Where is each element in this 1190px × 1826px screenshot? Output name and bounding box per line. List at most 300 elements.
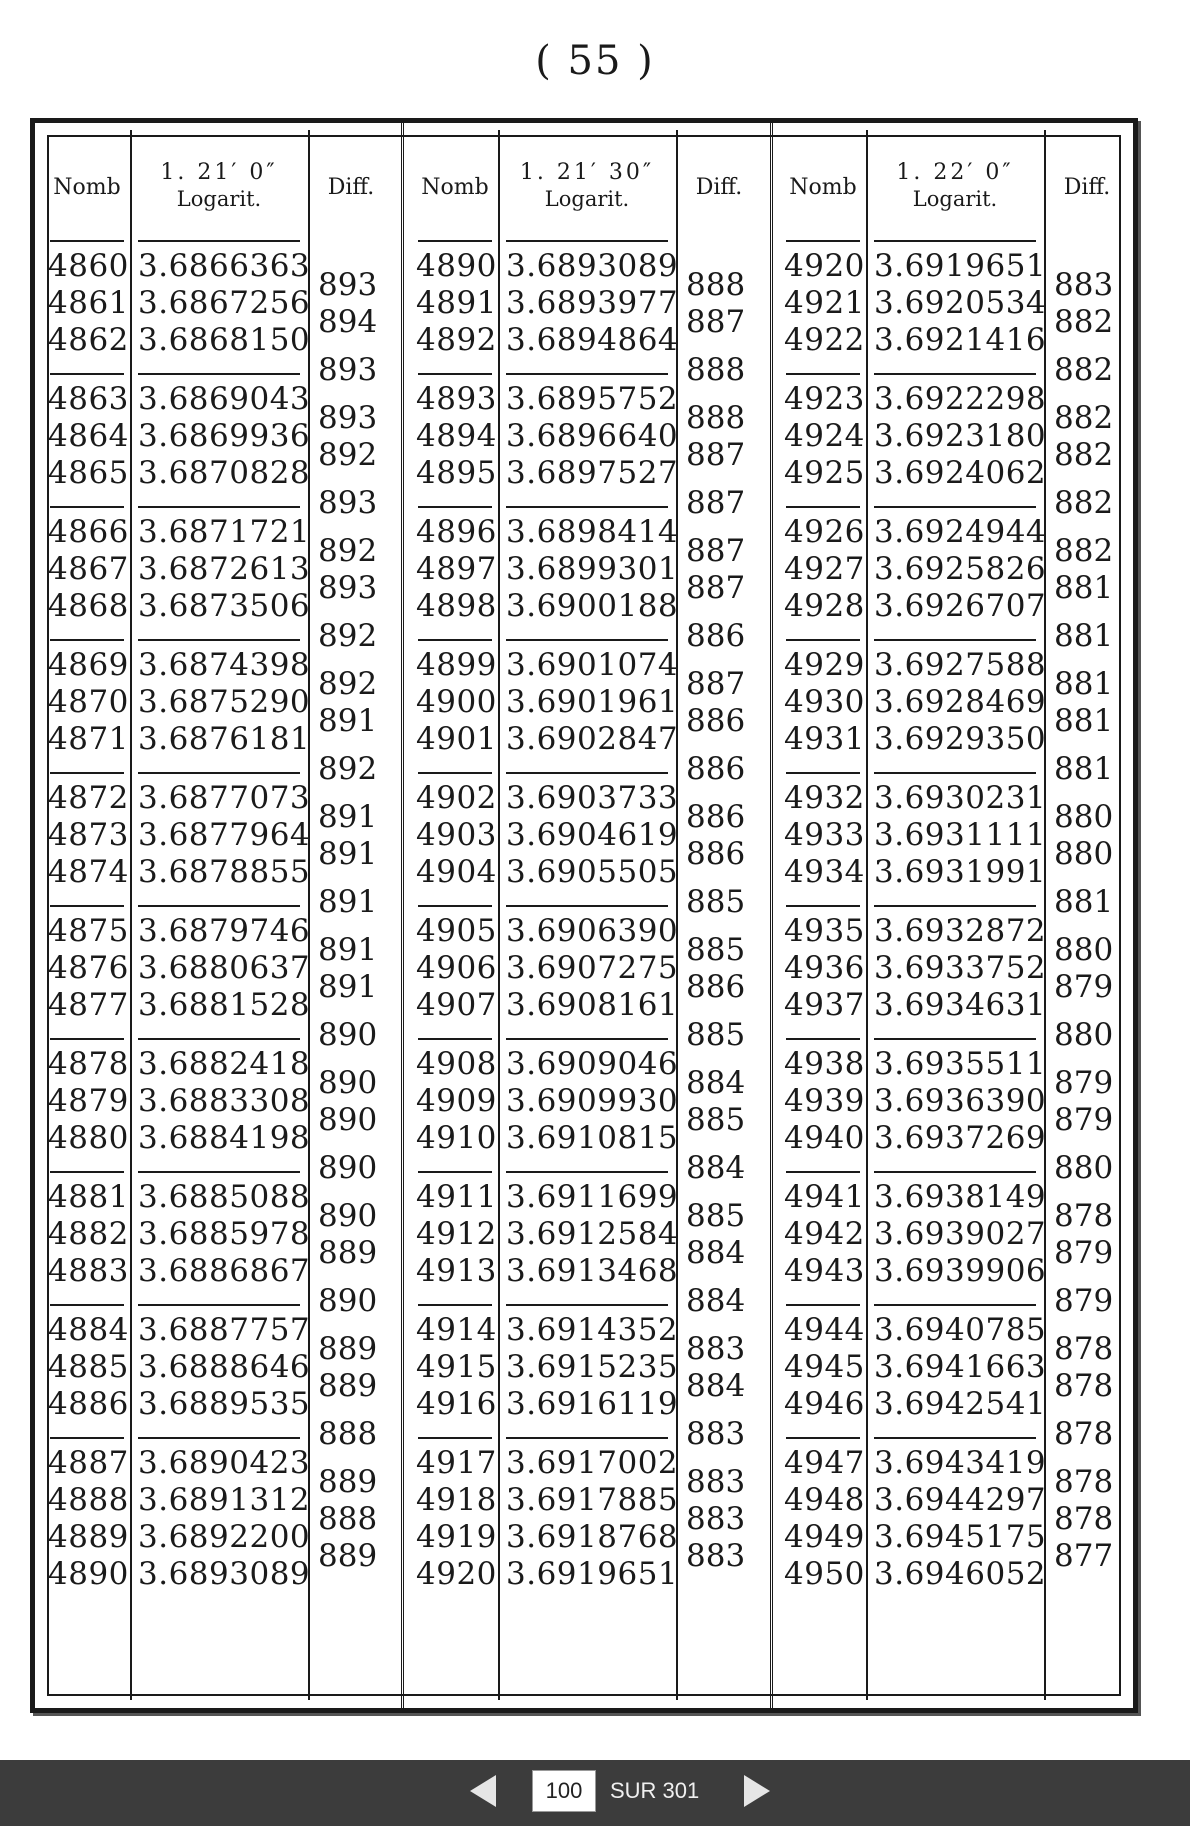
table-cell-logarithm: 3.6923180 <box>874 418 1047 454</box>
table-cell-logarithm: 3.6909046 <box>506 1046 679 1082</box>
table-cell-nomb: 4879 <box>48 1083 129 1119</box>
table-cell-diff: 893 <box>318 266 378 303</box>
table-cell-diff: 885 <box>686 1197 746 1234</box>
table-cell-logarithm: 3.6937269 <box>874 1120 1047 1156</box>
group-rule <box>50 905 124 907</box>
table-cell-diff: 888 <box>318 1415 378 1452</box>
table-cell-nomb: 4935 <box>784 913 865 949</box>
table-cell-logarithm: 3.6901961 <box>506 684 679 720</box>
table-cell-diff: 877 <box>1054 1537 1114 1574</box>
table-cell-diff: 880 <box>1054 835 1114 872</box>
table-cell-nomb: 4868 <box>48 588 129 624</box>
table-cell-diff: 883 <box>1054 266 1114 303</box>
table-cell-logarithm: 3.6919651 <box>506 1556 679 1592</box>
table-cell-logarithm: 3.6889535 <box>138 1386 311 1422</box>
group-rule <box>786 373 860 375</box>
group-rule <box>786 1304 860 1306</box>
table-cell-nomb: 4940 <box>784 1120 865 1156</box>
column-rule <box>130 130 132 1700</box>
table-cell-diff: 879 <box>1054 1101 1114 1138</box>
table-cell-logarithm: 3.6881528 <box>138 987 311 1023</box>
table-cell-diff: 883 <box>686 1330 746 1367</box>
table-cell-logarithm: 3.6883308 <box>138 1083 311 1119</box>
table-cell-logarithm: 3.6901074 <box>506 647 679 683</box>
group-rule <box>874 1038 1036 1040</box>
table-cell-diff: 887 <box>686 436 746 473</box>
table-cell-nomb: 4931 <box>784 721 865 757</box>
table-cell-nomb: 4907 <box>416 987 497 1023</box>
table-cell-nomb: 4871 <box>48 721 129 757</box>
table-cell-nomb: 4878 <box>48 1046 129 1082</box>
table-cell-logarithm: 3.6869043 <box>138 381 311 417</box>
table-cell-nomb: 4873 <box>48 817 129 853</box>
table-cell-logarithm: 3.6924944 <box>874 514 1047 550</box>
table-cell-diff: 887 <box>686 569 746 606</box>
table-cell-nomb: 4937 <box>784 987 865 1023</box>
table-cell-logarithm: 3.6893089 <box>138 1556 311 1592</box>
table-cell-logarithm: 3.6877964 <box>138 817 311 853</box>
table-cell-diff: 889 <box>318 1463 378 1500</box>
table-cell-nomb: 4894 <box>416 418 497 454</box>
table-cell-logarithm: 3.6921416 <box>874 322 1047 358</box>
table-cell-logarithm: 3.6907275 <box>506 950 679 986</box>
table-cell-diff: 890 <box>318 1282 378 1319</box>
table-cell-logarithm: 3.6867256 <box>138 285 311 321</box>
table-cell-logarithm: 3.6897527 <box>506 455 679 491</box>
table-cell-diff: 879 <box>1054 1064 1114 1101</box>
table-cell-nomb: 4914 <box>416 1312 497 1348</box>
table-cell-diff: 887 <box>686 665 746 702</box>
table-cell-nomb: 4917 <box>416 1445 497 1481</box>
table-cell-logarithm: 3.6882418 <box>138 1046 311 1082</box>
table-cell-diff: 883 <box>686 1415 746 1452</box>
group-rule <box>786 905 860 907</box>
table-cell-nomb: 4933 <box>784 817 865 853</box>
table-cell-logarithm: 3.6931991 <box>874 854 1047 890</box>
table-cell-diff: 894 <box>318 303 378 340</box>
table-cell-logarithm: 3.6910815 <box>506 1120 679 1156</box>
group-rule <box>786 240 860 242</box>
table-cell-diff: 878 <box>1054 1330 1114 1367</box>
table-cell-nomb: 4943 <box>784 1253 865 1289</box>
table-cell-nomb: 4900 <box>416 684 497 720</box>
table-cell-logarithm: 3.6888646 <box>138 1349 311 1385</box>
table-cell-diff: 891 <box>318 798 378 835</box>
table-cell-logarithm: 3.6885978 <box>138 1216 311 1252</box>
table-cell-diff: 888 <box>318 1500 378 1537</box>
group-rule <box>138 1038 300 1040</box>
group-rule <box>418 373 492 375</box>
table-cell-diff: 886 <box>686 702 746 739</box>
table-cell-nomb: 4930 <box>784 684 865 720</box>
table-cell-diff: 879 <box>1054 1282 1114 1319</box>
group-rule <box>138 905 300 907</box>
table-cell-nomb: 4887 <box>48 1445 129 1481</box>
table-cell-nomb: 4928 <box>784 588 865 624</box>
table-cell-logarithm: 3.6935511 <box>874 1046 1047 1082</box>
table-cell-nomb: 4883 <box>48 1253 129 1289</box>
panel-separator-2 <box>770 118 773 1713</box>
table-cell-nomb: 4888 <box>48 1482 129 1518</box>
table-cell-diff: 885 <box>686 1016 746 1053</box>
table-cell-diff: 878 <box>1054 1415 1114 1452</box>
table-cell-diff: 888 <box>686 266 746 303</box>
table-cell-nomb: 4902 <box>416 780 497 816</box>
table-cell-nomb: 4912 <box>416 1216 497 1252</box>
total-pages-label: SUR 301 <box>610 1778 700 1803</box>
table-cell-logarithm: 3.6942541 <box>874 1386 1047 1422</box>
group-rule <box>138 1171 300 1173</box>
table-cell-diff: 880 <box>1054 1149 1114 1186</box>
table-cell-logarithm: 3.6938149 <box>874 1179 1047 1215</box>
group-rule <box>418 1038 492 1040</box>
table-cell-nomb: 4899 <box>416 647 497 683</box>
page-number: ( 55 ) <box>535 38 655 84</box>
table-cell-logarithm: 3.6870828 <box>138 455 311 491</box>
group-rule <box>506 772 668 774</box>
table-cell-diff: 882 <box>1054 532 1114 569</box>
table-cell-diff: 886 <box>686 798 746 835</box>
table-cell-logarithm: 3.6908161 <box>506 987 679 1023</box>
group-rule <box>138 1437 300 1439</box>
page-number-input[interactable] <box>532 1770 596 1812</box>
table-cell-logarithm: 3.6869936 <box>138 418 311 454</box>
group-rule <box>138 373 300 375</box>
table-cell-nomb: 4898 <box>416 588 497 624</box>
table-cell-logarithm: 3.6902847 <box>506 721 679 757</box>
table-cell-logarithm: 3.6930231 <box>874 780 1047 816</box>
table-cell-nomb: 4904 <box>416 854 497 890</box>
group-rule <box>786 1038 860 1040</box>
table-cell-diff: 878 <box>1054 1500 1114 1537</box>
table-cell-nomb: 4909 <box>416 1083 497 1119</box>
table-cell-logarithm: 3.6898414 <box>506 514 679 550</box>
table-cell-logarithm: 3.6874398 <box>138 647 311 683</box>
table-cell-logarithm: 3.6943419 <box>874 1445 1047 1481</box>
table-cell-diff: 881 <box>1054 617 1114 654</box>
table-cell-nomb: 4876 <box>48 950 129 986</box>
table-cell-nomb: 4865 <box>48 455 129 491</box>
table-cell-logarithm: 3.6904619 <box>506 817 679 853</box>
table-cell-diff: 892 <box>318 750 378 787</box>
table-cell-logarithm: 3.6899301 <box>506 551 679 587</box>
table-cell-nomb: 4922 <box>784 322 865 358</box>
table-cell-logarithm: 3.6896640 <box>506 418 679 454</box>
group-rule <box>50 240 124 242</box>
table-cell-nomb: 4874 <box>48 854 129 890</box>
table-cell-diff: 893 <box>318 399 378 436</box>
table-cell-logarithm: 3.6924062 <box>874 455 1047 491</box>
table-cell-diff: 879 <box>1054 968 1114 1005</box>
page-navigation-bar <box>0 1760 1190 1826</box>
table-cell-diff: 885 <box>686 883 746 920</box>
table-cell-nomb: 4950 <box>784 1556 865 1592</box>
table-cell-nomb: 4947 <box>784 1445 865 1481</box>
next-page-icon[interactable] <box>744 1775 770 1807</box>
group-rule <box>418 905 492 907</box>
table-cell-diff: 890 <box>318 1016 378 1053</box>
table-cell-diff: 887 <box>686 484 746 521</box>
group-rule <box>874 240 1036 242</box>
table-cell-diff: 891 <box>318 835 378 872</box>
table-cell-logarithm: 3.6894864 <box>506 322 679 358</box>
table-panel-2 <box>412 130 762 1700</box>
table-cell-diff: 884 <box>686 1149 746 1186</box>
table-cell-nomb: 4919 <box>416 1519 497 1555</box>
group-rule <box>506 1038 668 1040</box>
table-cell-logarithm: 3.6914352 <box>506 1312 679 1348</box>
group-rule <box>418 1437 492 1439</box>
table-cell-logarithm: 3.6895752 <box>506 381 679 417</box>
table-cell-logarithm: 3.6919651 <box>874 248 1047 284</box>
table-cell-nomb: 4872 <box>48 780 129 816</box>
logarithm-header-label: Logarit. <box>176 187 262 211</box>
table-cell-nomb: 4948 <box>784 1482 865 1518</box>
table-cell-nomb: 4891 <box>416 285 497 321</box>
group-rule <box>506 1171 668 1173</box>
table-cell-logarithm: 3.6873506 <box>138 588 311 624</box>
table-cell-diff: 878 <box>1054 1197 1114 1234</box>
table-cell-logarithm: 3.6887757 <box>138 1312 311 1348</box>
table-cell-nomb: 4926 <box>784 514 865 550</box>
table-cell-diff: 887 <box>686 303 746 340</box>
table-cell-logarithm: 3.6918768 <box>506 1519 679 1555</box>
table-cell-diff: 882 <box>1054 484 1114 521</box>
table-cell-diff: 881 <box>1054 883 1114 920</box>
diff-header: Diff. <box>695 175 743 200</box>
table-cell-logarithm: 3.6866363 <box>138 248 311 284</box>
group-rule <box>874 639 1036 641</box>
table-panel-3 <box>780 130 1130 1700</box>
table-cell-diff: 883 <box>686 1500 746 1537</box>
table-cell-nomb: 4897 <box>416 551 497 587</box>
table-cell-diff: 885 <box>686 931 746 968</box>
table-cell-diff: 883 <box>686 1537 746 1574</box>
previous-page-icon[interactable] <box>470 1775 496 1807</box>
table-cell-logarithm: 3.6905505 <box>506 854 679 890</box>
group-rule <box>786 1171 860 1173</box>
table-cell-logarithm: 3.6885088 <box>138 1179 311 1215</box>
table-cell-nomb: 4877 <box>48 987 129 1023</box>
logarithm-header-degree: 1. 21′ 0″ <box>160 160 278 185</box>
table-cell-logarithm: 3.6925826 <box>874 551 1047 587</box>
table-cell-logarithm: 3.6890423 <box>138 1445 311 1481</box>
table-cell-nomb: 4892 <box>416 322 497 358</box>
table-cell-nomb: 4927 <box>784 551 865 587</box>
table-cell-diff: 886 <box>686 617 746 654</box>
table-cell-nomb: 4890 <box>416 248 497 284</box>
table-cell-nomb: 4880 <box>48 1120 129 1156</box>
table-cell-logarithm: 3.6946052 <box>874 1556 1047 1592</box>
table-cell-nomb: 4870 <box>48 684 129 720</box>
table-cell-diff: 884 <box>686 1367 746 1404</box>
group-rule <box>50 1437 124 1439</box>
table-cell-diff: 890 <box>318 1064 378 1101</box>
table-cell-nomb: 4886 <box>48 1386 129 1422</box>
table-cell-logarithm: 3.6939906 <box>874 1253 1047 1289</box>
table-cell-diff: 885 <box>686 1101 746 1138</box>
group-rule <box>50 1038 124 1040</box>
table-cell-logarithm: 3.6926707 <box>874 588 1047 624</box>
table-cell-logarithm: 3.6878855 <box>138 854 311 890</box>
table-cell-nomb: 4923 <box>784 381 865 417</box>
group-rule <box>50 506 124 508</box>
table-cell-nomb: 4875 <box>48 913 129 949</box>
group-rule <box>418 639 492 641</box>
group-rule <box>786 639 860 641</box>
table-cell-diff: 880 <box>1054 931 1114 968</box>
table-cell-diff: 882 <box>1054 351 1114 388</box>
table-cell-logarithm: 3.6880637 <box>138 950 311 986</box>
table-cell-nomb: 4924 <box>784 418 865 454</box>
table-cell-diff: 881 <box>1054 665 1114 702</box>
table-cell-diff: 891 <box>318 931 378 968</box>
table-cell-nomb: 4901 <box>416 721 497 757</box>
table-cell-logarithm: 3.6933752 <box>874 950 1047 986</box>
table-cell-logarithm: 3.6893977 <box>506 285 679 321</box>
table-cell-diff: 880 <box>1054 798 1114 835</box>
group-rule <box>506 240 668 242</box>
group-rule <box>138 639 300 641</box>
table-cell-nomb: 4863 <box>48 381 129 417</box>
table-cell-logarithm: 3.6940785 <box>874 1312 1047 1348</box>
table-cell-logarithm: 3.6929350 <box>874 721 1047 757</box>
table-cell-diff: 882 <box>1054 399 1114 436</box>
table-cell-diff: 884 <box>686 1234 746 1271</box>
table-cell-logarithm: 3.6917002 <box>506 1445 679 1481</box>
table-cell-nomb: 4936 <box>784 950 865 986</box>
table-cell-diff: 882 <box>1054 303 1114 340</box>
group-rule <box>874 373 1036 375</box>
table-cell-logarithm: 3.6927588 <box>874 647 1047 683</box>
table-cell-diff: 887 <box>686 532 746 569</box>
table-cell-diff: 886 <box>686 968 746 1005</box>
table-cell-nomb: 4885 <box>48 1349 129 1385</box>
table-cell-diff: 890 <box>318 1101 378 1138</box>
table-cell-nomb: 4895 <box>416 455 497 491</box>
table-cell-nomb: 4949 <box>784 1519 865 1555</box>
table-cell-logarithm: 3.6939027 <box>874 1216 1047 1252</box>
table-cell-nomb: 4939 <box>784 1083 865 1119</box>
table-cell-diff: 890 <box>318 1149 378 1186</box>
table-cell-logarithm: 3.6879746 <box>138 913 311 949</box>
table-cell-nomb: 4938 <box>784 1046 865 1082</box>
table-cell-nomb: 4934 <box>784 854 865 890</box>
table-cell-diff: 878 <box>1054 1463 1114 1500</box>
group-rule <box>506 1437 668 1439</box>
logarithm-header-degree: 1. 21′ 30″ <box>519 160 655 185</box>
table-cell-logarithm: 3.6928469 <box>874 684 1047 720</box>
table-cell-diff: 891 <box>318 883 378 920</box>
table-cell-diff: 880 <box>1054 1016 1114 1053</box>
group-rule <box>506 373 668 375</box>
table-cell-diff: 893 <box>318 569 378 606</box>
table-cell-nomb: 4925 <box>784 455 865 491</box>
table-cell-logarithm: 3.6906390 <box>506 913 679 949</box>
group-rule <box>506 905 668 907</box>
table-cell-diff: 889 <box>318 1367 378 1404</box>
group-rule <box>418 240 492 242</box>
table-cell-diff: 892 <box>318 532 378 569</box>
table-cell-nomb: 4881 <box>48 1179 129 1215</box>
table-cell-logarithm: 3.6909930 <box>506 1083 679 1119</box>
group-rule <box>418 1304 492 1306</box>
table-cell-diff: 889 <box>318 1234 378 1271</box>
column-rule <box>866 130 868 1700</box>
table-cell-nomb: 4932 <box>784 780 865 816</box>
table-cell-nomb: 4918 <box>416 1482 497 1518</box>
table-cell-nomb: 4920 <box>416 1556 497 1592</box>
table-cell-logarithm: 3.6936390 <box>874 1083 1047 1119</box>
table-cell-nomb: 4906 <box>416 950 497 986</box>
table-cell-nomb: 4867 <box>48 551 129 587</box>
table-cell-logarithm: 3.6934631 <box>874 987 1047 1023</box>
table-cell-nomb: 4893 <box>416 381 497 417</box>
column-rule <box>498 130 500 1700</box>
table-cell-nomb: 4945 <box>784 1349 865 1385</box>
table-cell-logarithm: 3.6920534 <box>874 285 1047 321</box>
table-cell-logarithm: 3.6877073 <box>138 780 311 816</box>
table-cell-nomb: 4896 <box>416 514 497 550</box>
group-rule <box>874 905 1036 907</box>
table-cell-diff: 883 <box>686 1463 746 1500</box>
table-cell-nomb: 4916 <box>416 1386 497 1422</box>
table-cell-diff: 892 <box>318 665 378 702</box>
table-cell-nomb: 4890 <box>48 1556 129 1592</box>
table-cell-diff: 886 <box>686 750 746 787</box>
nomb-header: Nomb <box>789 175 857 200</box>
table-cell-nomb: 4889 <box>48 1519 129 1555</box>
table-cell-logarithm: 3.6916119 <box>506 1386 679 1422</box>
table-cell-nomb: 4910 <box>416 1120 497 1156</box>
diff-header: Diff. <box>1063 175 1111 200</box>
nomb-header: Nomb <box>421 175 489 200</box>
table-cell-logarithm: 3.6913468 <box>506 1253 679 1289</box>
table-cell-logarithm: 3.6945175 <box>874 1519 1047 1555</box>
table-cell-diff: 889 <box>318 1537 378 1574</box>
group-rule <box>50 639 124 641</box>
table-cell-nomb: 4903 <box>416 817 497 853</box>
table-cell-nomb: 4905 <box>416 913 497 949</box>
logarithm-header <box>498 160 676 212</box>
table-cell-nomb: 4908 <box>416 1046 497 1082</box>
table-cell-logarithm: 3.6931111 <box>874 817 1047 853</box>
group-rule <box>506 506 668 508</box>
table-cell-diff: 893 <box>318 484 378 521</box>
table-cell-nomb: 4921 <box>784 285 865 321</box>
table-cell-diff: 881 <box>1054 702 1114 739</box>
table-cell-diff: 884 <box>686 1064 746 1101</box>
table-cell-logarithm: 3.6917885 <box>506 1482 679 1518</box>
table-cell-diff: 881 <box>1054 569 1114 606</box>
table-cell-nomb: 4869 <box>48 647 129 683</box>
table-cell-logarithm: 3.6900188 <box>506 588 679 624</box>
table-cell-nomb: 4862 <box>48 322 129 358</box>
table-cell-nomb: 4866 <box>48 514 129 550</box>
table-cell-nomb: 4913 <box>416 1253 497 1289</box>
table-cell-logarithm: 3.6944297 <box>874 1482 1047 1518</box>
table-cell-diff: 892 <box>318 436 378 473</box>
group-rule <box>138 506 300 508</box>
table-cell-logarithm: 3.6915235 <box>506 1349 679 1385</box>
group-rule <box>874 1171 1036 1173</box>
group-rule <box>786 506 860 508</box>
table-cell-diff: 878 <box>1054 1367 1114 1404</box>
table-cell-diff: 879 <box>1054 1234 1114 1271</box>
group-rule <box>138 240 300 242</box>
group-rule <box>786 772 860 774</box>
logarithm-header-degree: 1. 22′ 0″ <box>896 160 1014 185</box>
